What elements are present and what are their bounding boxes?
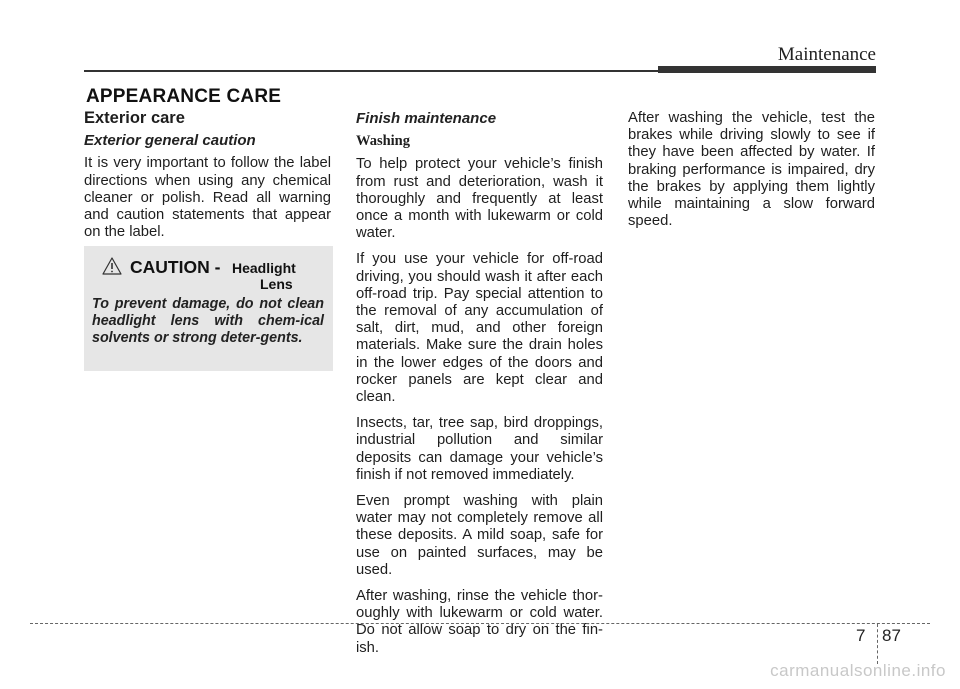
column-right xyxy=(628,110,875,239)
paragraph-washing-3: Insects, tar, tree sap, bird droppings, industrial pollution and similar deposits can damage your vehicle’s finish if not removed immediately. xyxy=(356,415,603,483)
caution-text: To prevent damage, do not clean headlight lens with chem-ical solvents or strong deter-gents. xyxy=(92,296,324,346)
subheading-washing: Washing xyxy=(356,133,410,150)
footer-separator xyxy=(877,624,878,664)
page-header-title: Maintenance xyxy=(777,44,876,65)
column-left xyxy=(84,110,331,250)
column-middle xyxy=(356,110,603,666)
caution-subject xyxy=(232,260,312,292)
section-title: APPEARANCE CARE xyxy=(86,86,282,107)
page-number: 87 xyxy=(882,626,901,645)
paragraph-washing-5: After washing, rinse the vehicle thor-oughly with lukewarm or cold water. Do not allow soap to dry on the fin-ish. xyxy=(356,588,603,656)
paragraph-brake-test: After washing the vehicle, test the brakes while driving slowly to see if they have been affected by water. If braking performance is impaired, dry the brakes by applying them lightly while maintaining a slow forward speed. xyxy=(628,110,875,230)
watermark: carmanualsonline.info xyxy=(770,661,946,680)
paragraph-label-directions: It is very important to follow the label directions when using any chemical cleaner or polish. Read all warning and caution statements that appear on the label. xyxy=(84,155,331,241)
heading-finish-maintenance: Finish maintenance xyxy=(356,110,497,127)
header-rule-thick xyxy=(658,66,876,73)
header-rule-thin xyxy=(84,70,660,72)
caution-subject-line2: Lens xyxy=(260,276,293,292)
footer-rule xyxy=(30,623,930,624)
warning-triangle-icon xyxy=(102,257,122,275)
caution-subject-line1: Headlight xyxy=(232,260,296,276)
heading-exterior-care: Exterior care xyxy=(84,109,185,127)
paragraph-washing-4: Even prompt washing with plain water may not completely remove all these deposits. A mild soap, safe for use on painted surfaces, may be used. xyxy=(356,493,603,578)
caution-box xyxy=(84,246,333,371)
subheading-exterior-general-caution: Exterior general caution xyxy=(84,132,256,150)
paragraph-washing-2: If you use your vehicle for off-road driving, you should wash it after each off-road trip. Pay special attention to the removal of any accumulation of salt, dirt, mud, and other foreign materials. Make sure the drain holes in the lower edges of the doors and rocker panels are kept clear and clean. xyxy=(356,251,603,406)
chapter-number: 7 xyxy=(856,626,866,645)
paragraph-washing-1: To help protect your vehicle’s finish from rust and deterioration, wash it thoroughly and frequently at least once a month with lukewarm or cold water. xyxy=(356,156,603,242)
caution-label: CAUTION - xyxy=(130,257,221,277)
